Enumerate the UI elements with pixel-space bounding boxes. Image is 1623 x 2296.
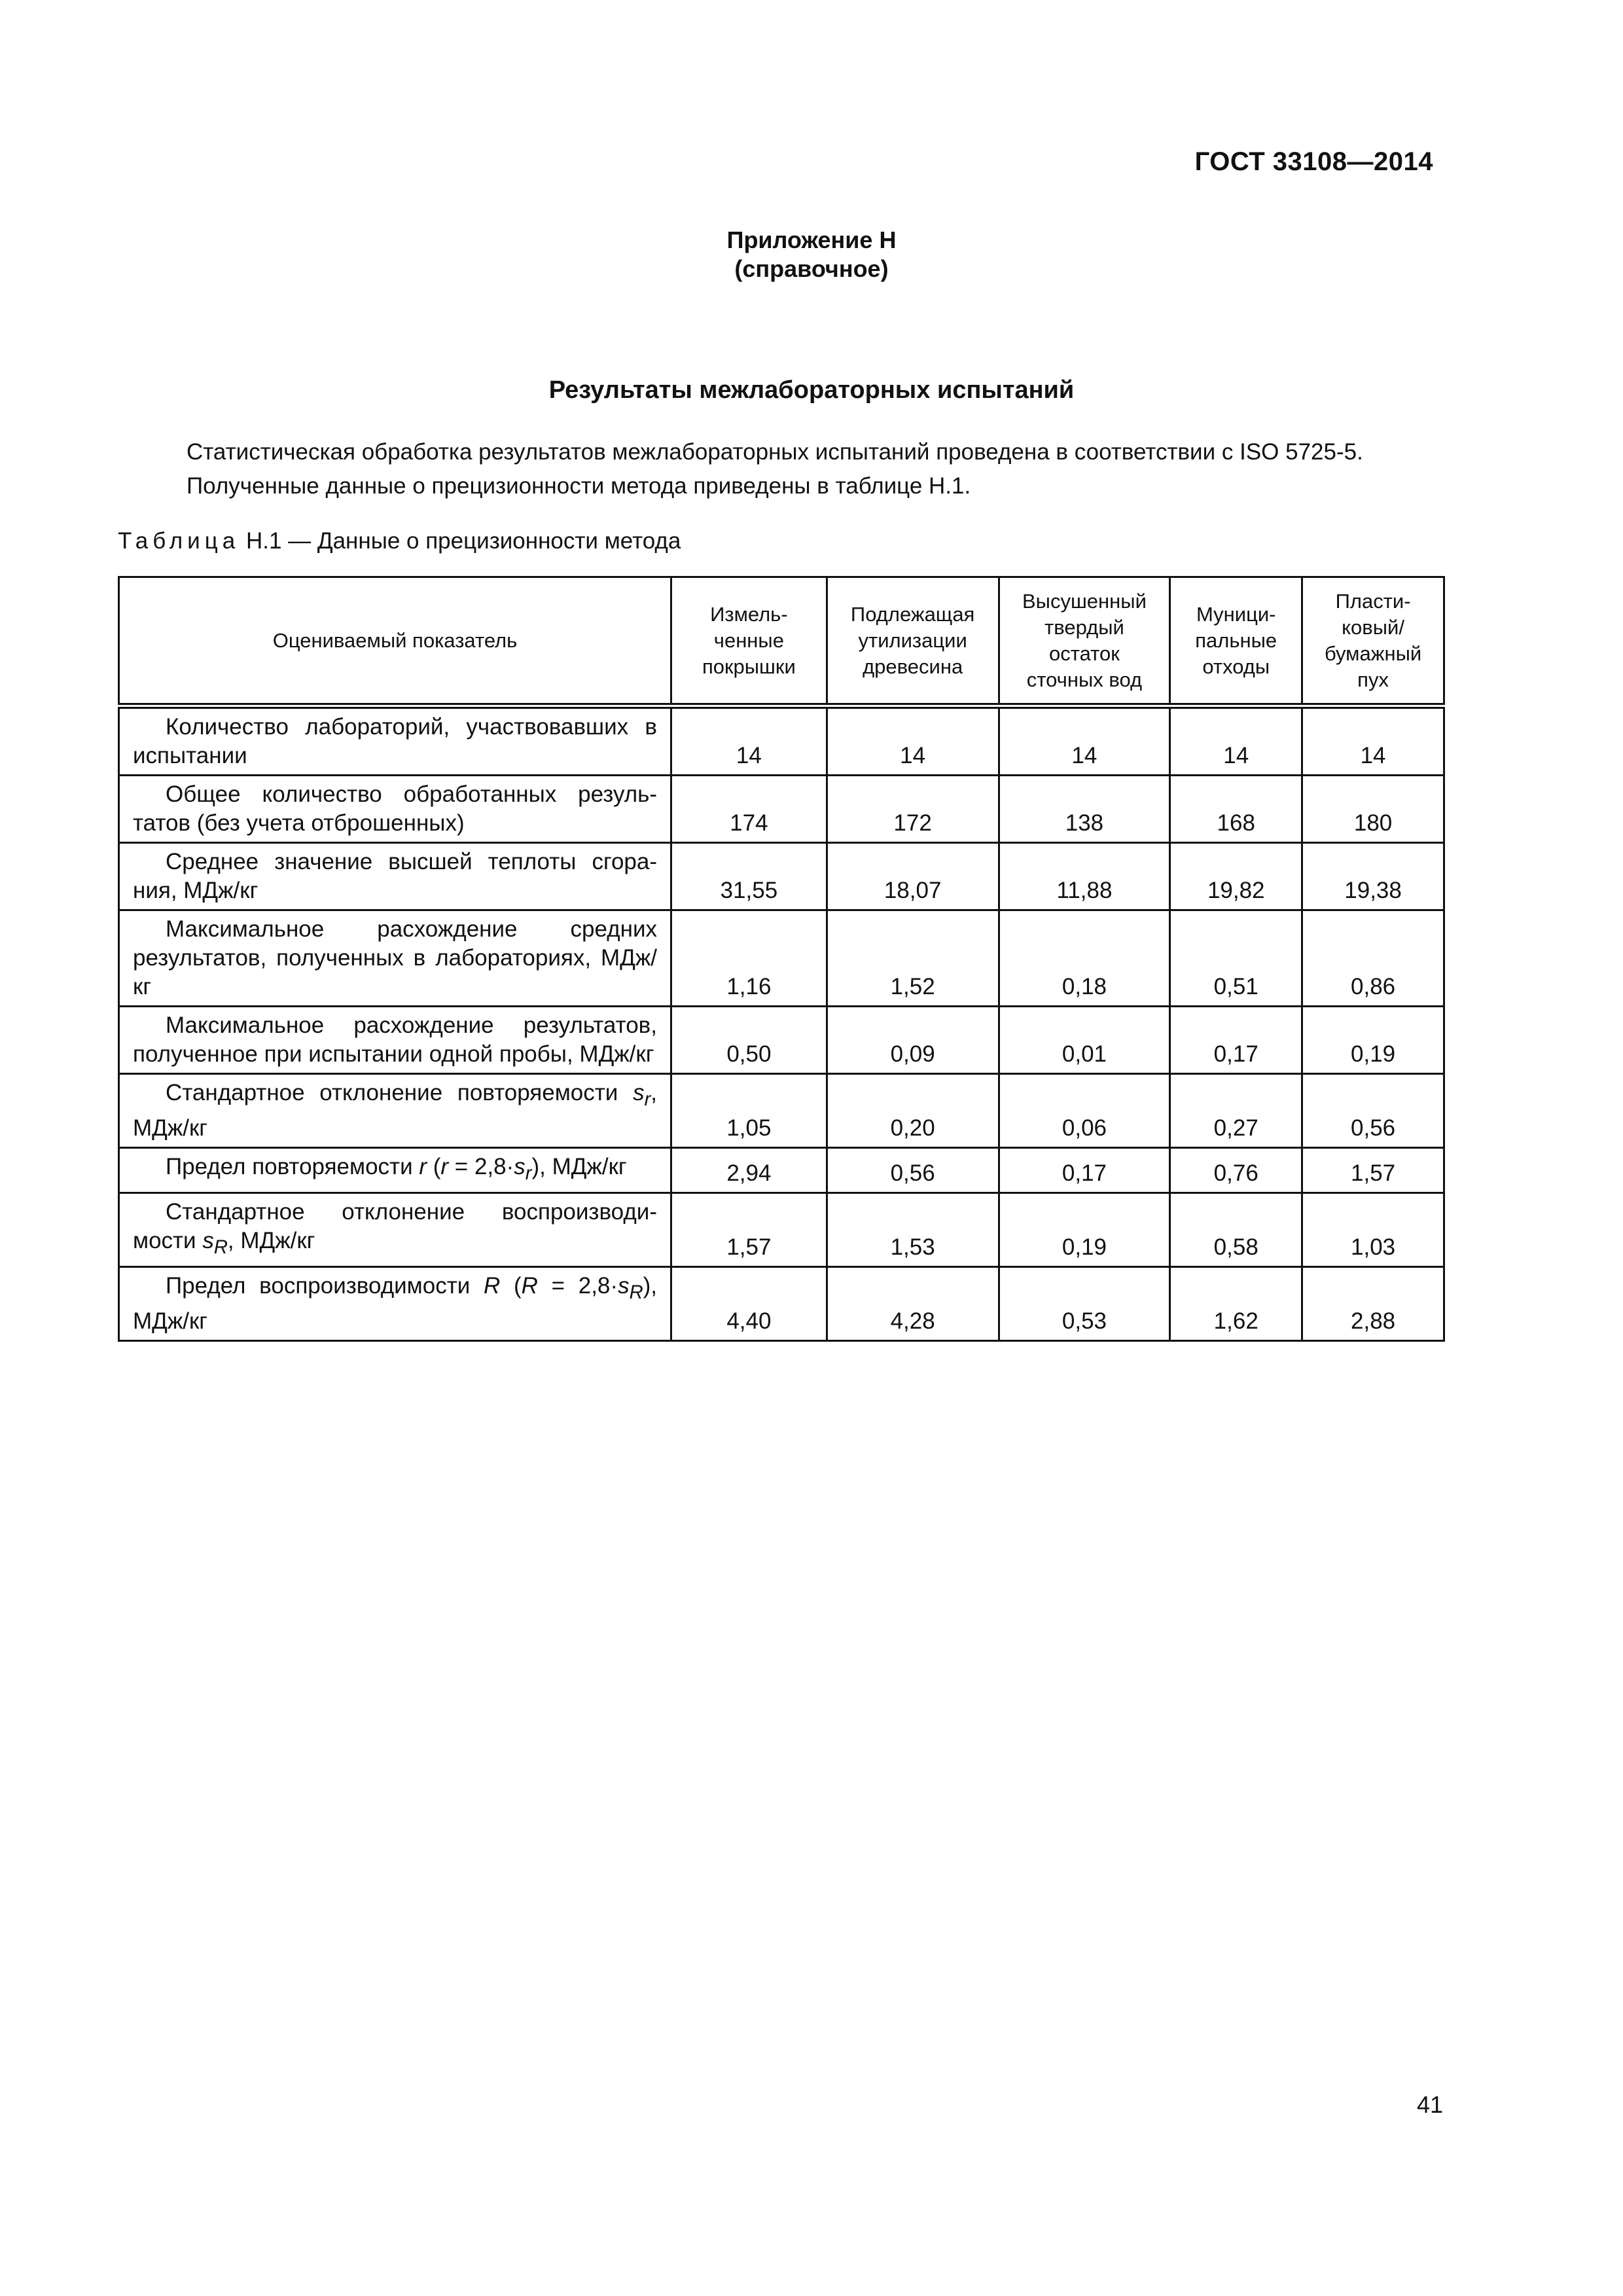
table-header-row — [119, 577, 1444, 706]
cell-value: 14 — [1170, 706, 1302, 776]
column-header-line: пух — [1357, 668, 1389, 691]
column-header-line: Измель- — [710, 602, 788, 626]
column-header-line: Подлежащая — [850, 602, 975, 626]
cell-value: 14 — [671, 706, 827, 776]
row-label: Максимальное расхождение средних результатов, полученных в лабораториях, МДж/кг — [119, 910, 671, 1007]
table-row — [119, 776, 1444, 843]
table-row — [119, 1148, 1444, 1193]
column-header-2 — [827, 577, 999, 706]
cell-value: 1,05 — [671, 1074, 827, 1148]
table-row — [119, 1074, 1444, 1148]
cell-value: 0,17 — [999, 1148, 1170, 1193]
cell-value: 0,56 — [827, 1148, 999, 1193]
column-header-5 — [1302, 577, 1444, 706]
column-header-line: бумажный — [1324, 641, 1422, 665]
table-row — [119, 706, 1444, 776]
row-label: Стандартное отклонение воспроизводи-мости $s_R$, МДж/кг — [119, 1193, 671, 1267]
column-header-line: ченные — [713, 628, 784, 652]
column-header-4 — [1170, 577, 1302, 706]
cell-value: 0,58 — [1170, 1193, 1302, 1267]
cell-value: 0,86 — [1302, 910, 1444, 1007]
table-row — [119, 843, 1444, 910]
cell-value: 0,50 — [671, 1007, 827, 1074]
cell-value: 0,19 — [1302, 1007, 1444, 1074]
cell-value: 4,40 — [671, 1267, 827, 1341]
cell-value: 2,88 — [1302, 1267, 1444, 1341]
cell-value: 168 — [1170, 776, 1302, 843]
cell-value: 174 — [671, 776, 827, 843]
cell-value: 19,38 — [1302, 843, 1444, 910]
cell-value: 172 — [827, 776, 999, 843]
precision-table — [118, 576, 1445, 1342]
cell-value: 1,57 — [671, 1193, 827, 1267]
cell-value: 0,17 — [1170, 1007, 1302, 1074]
column-header-line: Высушенный — [1022, 589, 1147, 613]
table-row — [119, 910, 1444, 1007]
column-header-line: Пласти- — [1335, 589, 1411, 613]
cell-value: 1,53 — [827, 1193, 999, 1267]
cell-value: 0,53 — [999, 1267, 1170, 1341]
cell-value: 180 — [1302, 776, 1444, 843]
intro-paragraph-1: Статистическая обработка результатов межлабораторных испытаний проведена в соответствии с ISO 5725-5. — [187, 439, 1363, 465]
column-header-line: утилизации — [858, 628, 967, 652]
row-label: Предел воспроизводимости R $(R = 2,8\cdot s_R)$, МДж/кг — [119, 1267, 671, 1341]
cell-value: 1,16 — [671, 910, 827, 1007]
cell-value: 1,57 — [1302, 1148, 1444, 1193]
intro-text — [118, 435, 1446, 503]
row-label: Предел повторяемости r $(r = 2,8\cdot s_r)$, МДж/кг — [119, 1148, 671, 1193]
cell-value: 11,88 — [999, 843, 1170, 910]
intro-paragraph-2: Полученные данные о прецизионности метода приведены в таблице Н.1. — [187, 473, 971, 499]
table-row — [119, 1193, 1444, 1267]
cell-value: 14 — [827, 706, 999, 776]
row-label: Стандартное отклонение повторяемости $s_r$, МДж/кг — [119, 1074, 671, 1148]
cell-value: 2,94 — [671, 1148, 827, 1193]
page-number: 41 — [1416, 2091, 1443, 2118]
cell-value: 14 — [1302, 706, 1444, 776]
document-code: ГОСТ 33108—2014 — [1194, 147, 1433, 176]
cell-value: 0,56 — [1302, 1074, 1444, 1148]
cell-value: 14 — [999, 706, 1170, 776]
cell-value: 0,51 — [1170, 910, 1302, 1007]
column-header-line: ковый/ — [1342, 615, 1404, 639]
column-header-line: Оцениваемый показатель — [272, 628, 518, 652]
table-row — [119, 1267, 1444, 1341]
column-header-1 — [671, 577, 827, 706]
appendix-subtitle: (справочное) — [734, 255, 889, 282]
cell-value: 0,19 — [999, 1193, 1170, 1267]
appendix-heading — [0, 226, 1623, 283]
column-header-line: твердый — [1044, 615, 1124, 639]
column-header-line: отходы — [1202, 655, 1270, 678]
table-caption-prefix: Таблица — [118, 528, 240, 554]
cell-value: 0,27 — [1170, 1074, 1302, 1148]
column-header-line: Муници- — [1196, 602, 1276, 626]
row-label: Среднее значение высшей теплоты сгора-ния, МДж/кг — [119, 843, 671, 910]
column-header-line: покрышки — [702, 655, 796, 678]
appendix-title: Приложение Н — [726, 226, 897, 253]
cell-value: 19,82 — [1170, 843, 1302, 910]
column-header-line: сточных вод — [1026, 668, 1143, 691]
cell-value: 0,76 — [1170, 1148, 1302, 1193]
table-caption-text: Н.1 — Данные о прецизионности метода — [240, 528, 681, 554]
table-row — [119, 1007, 1444, 1074]
cell-value: 31,55 — [671, 843, 827, 910]
column-header-0 — [119, 577, 671, 706]
row-label: Количество лабораторий, участвовавших в испытании — [119, 706, 671, 776]
cell-value: 0,01 — [999, 1007, 1170, 1074]
cell-value: 1,03 — [1302, 1193, 1444, 1267]
column-header-line: пальные — [1195, 628, 1277, 652]
cell-value: 0,06 — [999, 1074, 1170, 1148]
cell-value: 0,09 — [827, 1007, 999, 1074]
row-label: Общее количество обработанных резуль-татов (без учета отброшенных) — [119, 776, 671, 843]
cell-value: 138 — [999, 776, 1170, 843]
table-caption — [118, 527, 681, 556]
row-label: Максимальное расхождение результатов, полученное при испытании одной пробы, МДж/кг — [119, 1007, 671, 1074]
cell-value: 4,28 — [827, 1267, 999, 1341]
column-header-3 — [999, 577, 1170, 706]
column-header-line: древесина — [863, 655, 963, 678]
cell-value: 0,18 — [999, 910, 1170, 1007]
column-header-line: остаток — [1049, 641, 1120, 665]
cell-value: 0,20 — [827, 1074, 999, 1148]
table-body — [119, 706, 1444, 1341]
cell-value: 1,62 — [1170, 1267, 1302, 1341]
cell-value: 18,07 — [827, 843, 999, 910]
section-title: Результаты межлабораторных испытаний — [548, 376, 1075, 404]
cell-value: 1,52 — [827, 910, 999, 1007]
